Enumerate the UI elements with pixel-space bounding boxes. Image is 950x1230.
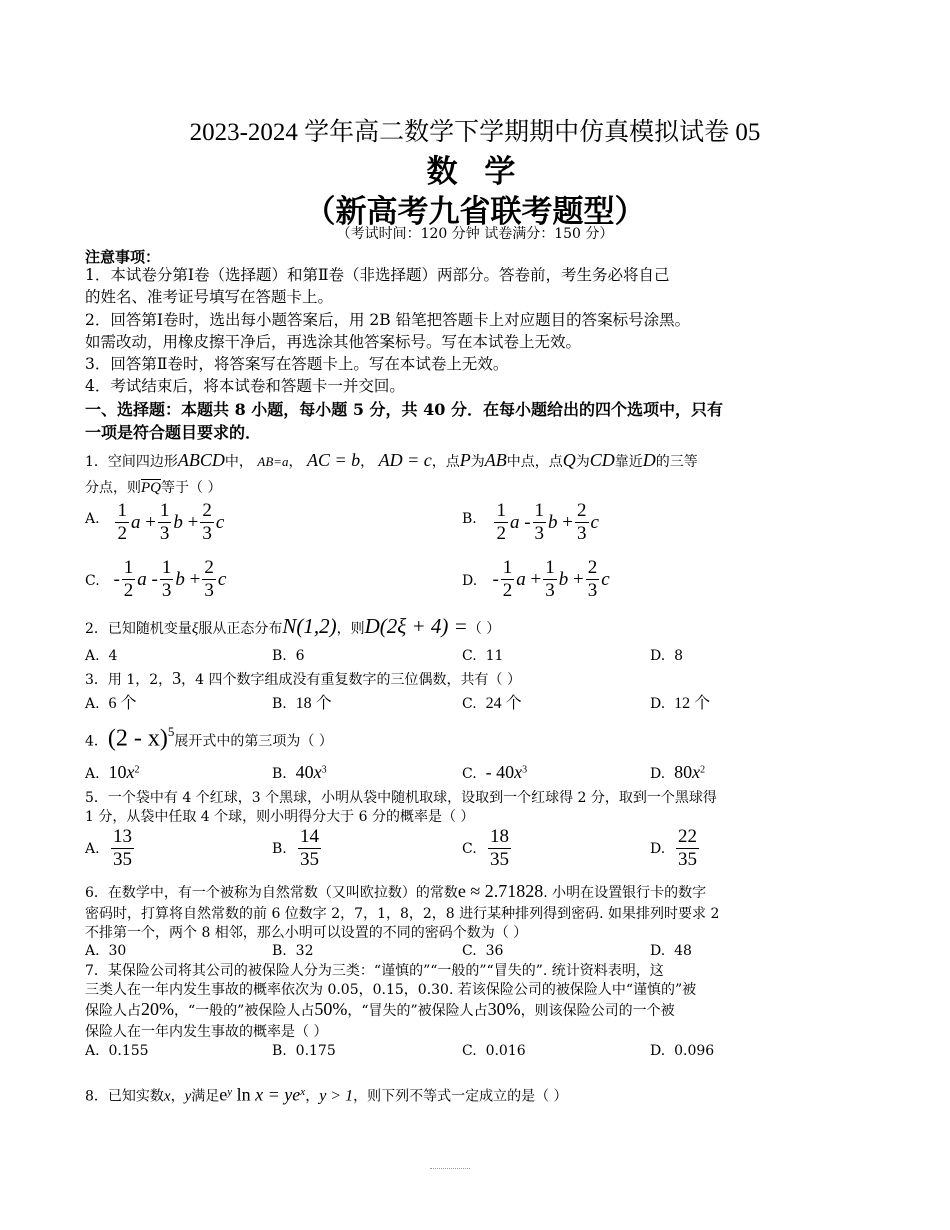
option-d[interactable]: D. 0.096 <box>650 1043 715 1059</box>
option-d[interactable]: D. 8 <box>650 648 684 664</box>
option-c[interactable]: C. $\frac{18}{35}$ <box>462 826 509 870</box>
section-heading: 一项是符合题目要求的． <box>85 423 262 442</box>
option-d[interactable]: D. $80x^2$ <box>650 762 706 782</box>
option-b[interactable]: B. 6 <box>272 648 305 664</box>
option-b[interactable]: B. $40x^3$ <box>272 762 327 782</box>
option-c[interactable]: C. 36 <box>462 943 504 959</box>
option-a[interactable]: A. 4 <box>85 648 118 664</box>
question-2: 2．已知随机变量ξ服从正态分布N(1,2)，则D(2ξ + 4) =（ ） <box>85 614 501 638</box>
question-5: 5．一个袋中有 4 个红球，3 个黑球，小明从袋中随机取球，设取到一个红球得 2 分，取到一个黑球得 <box>85 790 717 806</box>
option-a[interactable]: A. 30 <box>85 943 127 959</box>
option-c[interactable]: C. - $\frac{1}{2}$ a - $\frac{1}{3}$ b + $\frac{2}{3}$ c <box>85 557 227 601</box>
option-b[interactable]: B. 32 <box>272 943 314 959</box>
exam-title: 2023-2024 学年高二数学下学期期中仿真模拟试卷 05 <box>189 119 761 146</box>
option-a[interactable]: A. $\frac{1}{2}$ a + $\frac{1}{3}$ b + $\frac{2}{3}$ c <box>85 500 225 544</box>
question-1-cont: 分点，则$\overline{PQ}$等于（ ） <box>85 480 222 496</box>
option-a[interactable]: A. 6 个 <box>85 695 137 712</box>
page-footer-mark <box>430 1168 470 1171</box>
exam-info: （考试时间：120 分钟 试卷满分：150 分） <box>336 226 614 242</box>
note-line: 2．回答第Ⅰ卷时，选出每小题答案后，用 2B 铅笔把答题卡上对应题目的答案标号涂黑。 <box>85 311 691 329</box>
option-b[interactable]: B. $\frac{1}{2}$ a - $\frac{1}{3}$ b + $\frac{2}{3}$ c <box>462 500 599 544</box>
exam-type: （新高考九省联考题型） <box>304 194 646 230</box>
question-6-cont: 密码时，打算将自然常数的前 6 位数字 2，7，1，8，2，8 进行某种排列得到密码. 如果排列时要求 2 <box>85 906 720 922</box>
question-7-cont: 保险人在一年内发生事故的概率是（ ） <box>85 1024 328 1040</box>
option-b[interactable]: B. $\frac{14}{35}$ <box>272 826 319 870</box>
option-a[interactable]: A. $\frac{13}{35}$ <box>85 826 132 870</box>
question-8: 8．已知实数x，y满足$e^y$ $\ln x = ye^x$，y > 1，则下列不等式一定成立的是（ ） <box>85 1084 568 1105</box>
note-line: 如需改动，用橡皮擦干净后，再选涂其他答案标号。写在本试卷上无效。 <box>85 333 582 351</box>
option-d[interactable]: D. 48 <box>650 943 692 959</box>
option-a[interactable]: A. $10x^2$ <box>85 762 140 782</box>
question-6-cont: 不排第一个，两个 8 相邻，那么小明可以设置的不同的密码个数为（ ） <box>85 925 528 941</box>
section-heading: 一、选择题：本题共 8 小题，每小题 5 分，共 40 分．在每小题给出的四个选项中，只有 <box>85 400 723 419</box>
note-line: 1．本试卷分第Ⅰ卷（选择题）和第Ⅱ卷（非选择题）两部分。答卷前，考生务必将自己 <box>85 266 670 284</box>
question-7-cont: 三类人在一年内发生事故的概率依次为 0.05，0.15，0.30. 若该保险公司的被保险人中“谨慎的”被 <box>85 982 697 998</box>
option-c[interactable]: C. 0.016 <box>462 1043 526 1059</box>
question-6: 6．在数学中，有一个被称为自然常数（又叫欧拉数）的常数e ≈ 2.71828. 小明在设置银行卡的数字 <box>85 881 707 901</box>
question-4: 4．(2 - x)$^5$展开式中的第三项为（ ） <box>85 724 333 752</box>
notes-heading: 注意事项： <box>85 248 161 266</box>
option-c[interactable]: C. 11 <box>462 648 504 664</box>
question-7: 7．某保险公司将其公司的被保险人分为三类：“谨慎的”“一般的”“冒失的”. 统计资料表明，这 <box>85 963 664 979</box>
question-5-cont: 1 分，从袋中任取 4 个球，则小明得分大于 6 分的概率是（ ） <box>85 809 475 825</box>
option-d[interactable]: D. - $\frac{1}{2}$ a + $\frac{1}{3}$ b + $\frac{2}{3}$ c <box>462 557 610 601</box>
question-7-cont: 保险人占20%，“一般的”被保险人占50%，“冒失的”被保险人占30%，则该保险公司的一个被 <box>85 999 675 1019</box>
option-b[interactable]: B. 18 个 <box>272 695 332 712</box>
note-line: 3．回答第Ⅱ卷时，将答案写在答题卡上。写在本试卷上无效。 <box>85 355 509 373</box>
question-3: 3．用 1，2，3，4 四个数字组成没有重复数字的三位偶数，共有（ ） <box>85 668 521 688</box>
option-c[interactable]: C. 24 个 <box>462 695 522 712</box>
note-line: 的姓名、准考证号填写在答题卡上。 <box>85 288 334 306</box>
subject-title: 数 学 <box>426 154 524 190</box>
option-a[interactable]: A. 0.155 <box>85 1043 149 1059</box>
question-1: 1．空间四边形ABCD中， AB=a， AC = b， AD = c，点P为AB中点，点Q为CD靠近D的三等 <box>85 450 698 470</box>
option-d[interactable]: D. $\frac{22}{35}$ <box>650 826 697 870</box>
option-b[interactable]: B. 0.175 <box>272 1043 336 1059</box>
option-d[interactable]: D. 12 个 <box>650 695 711 712</box>
option-c[interactable]: C. - $40x^3$ <box>462 762 528 782</box>
note-line: 4．考试结束后，将本试卷和答题卡一并交回。 <box>85 377 405 395</box>
